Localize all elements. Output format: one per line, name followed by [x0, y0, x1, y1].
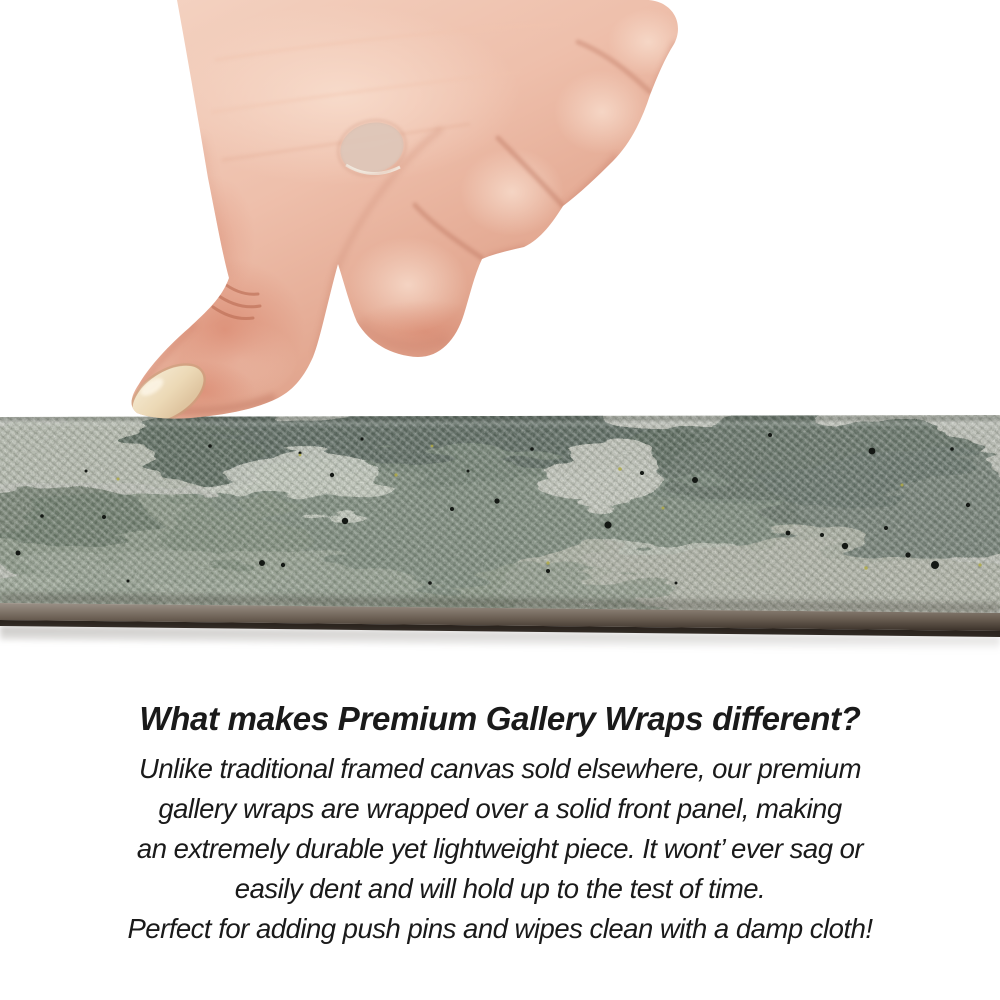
caption-line: Unlike traditional framed canvas sold elsewhere, our premium [138, 753, 861, 784]
caption-block [0, 699, 1000, 949]
caption-line: gallery wraps are wrapped over a solid front panel, making [158, 793, 842, 824]
canvas-edge-photo [0, 413, 1000, 658]
caption-line: easily dent and will hold up to the test of time. [234, 873, 766, 904]
caption-heading: What makes Premium Gallery Wraps different? [139, 700, 861, 737]
caption-line: an extremely durable yet lightweight piece. It wont’ ever sag or [136, 833, 864, 864]
hand-photo [0, 0, 720, 425]
caption-line: Perfect for adding push pins and wipes clean with a damp cloth! [127, 913, 873, 944]
